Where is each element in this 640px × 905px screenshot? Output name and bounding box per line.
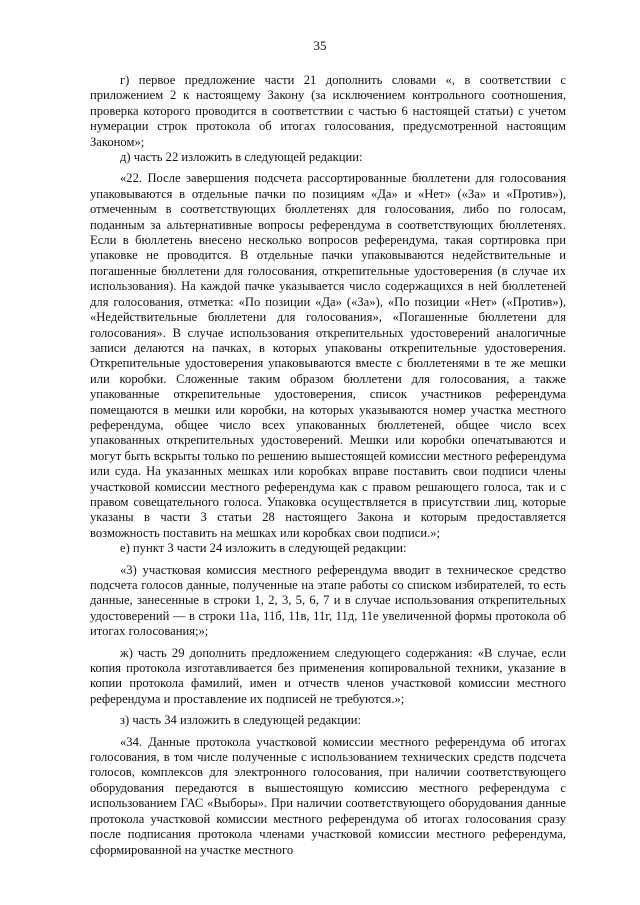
paragraph-amendment-g: г) первое предложение части 21 дополнить словами «, в соответствии с приложением 2 к настоящему Закону (за исключением контрольного соотношения, проверка которого проводится в соответствии с частью 6 настоящей статьи) с учетом нумерации строк протокола об итогах голосования, предусмотренной настоящим Законом»; bbox=[90, 73, 566, 149]
paragraph-part-34-text: «34. Данные протокола участковой комиссии местного референдума об итогах голосования, в том числе полученные с использованием технических средств подсчета голосов, комплексов для электронного голосования, при наличии соответствующего оборудования передаются в вышестоящую комиссию местного референдума с использованием ГАС «Выборы». При наличии соответствующего оборудования данные протокола участковой комиссии местного референдума об итогах голосования сразу после подписания протокола членами участковой комиссии местного референдума, сформированной на участке местного bbox=[90, 734, 566, 857]
paragraph-part-22-text: «22. После завершения подсчета рассортированные бюллетени для голосования упаковываются в отдельные пачки по позициям «Да» и «Нет» («За» и «Против»), отмеченным в соответствующих бюллетенях для голосования, либо по голосам, поданным за альтернативные вопросы референдума в соответствующих бюллетенях. Если в бюллетень внесено несколько вопросов референдума, такая сортировка при упаковке не проводится. В отдельные пачки упаковываются недействительные и погашенные бюллетени для голосования, открепительные удостоверения (в случае их использования). На каждой пачке указывается число содержащихся в ней бюллетеней для голосования, отметка: «По позиции «Да» («За»), «По позиции «Нет» («Против»), «Недействительные бюллетени для голосования», «Погашенные бюллетени для голосования». В случае использования открепительных удостоверений аналогичные записи делаются на пачках, в которых упакованы открепительные удостоверения. Открепительные удостоверения упаковываются вместе с бюллетенями в те же мешки или коробки. Сложенные таким образом бюллетени для голосования, а также упакованные открепительные удостоверения, список участников референдума помещаются в мешки или коробки, на которых указываются номер участка местного референдума, общее число всех упакованных бюллетеней, общее число всех упакованных открепительных удостоверений. Мешки или коробки опечатываются и могут быть вскрыты только по решению вышестоящей комиссии местного референдума или суда. На указанных мешках или коробках вправе поставить свои подписи члены участковой комиссии местного референдума как с правом решающего голоса, так и с правом совещательного голоса. Упаковка осуществляется в присутствии лиц, которые указаны в части 3 статьи 28 настоящего Закона и которым предоставляется возможность поставить на мешках или коробках свои подписи.»; bbox=[90, 171, 566, 540]
paragraph-amendment-e: е) пункт 3 части 24 изложить в следующей редакции: bbox=[120, 541, 407, 556]
paragraph-amendment-z: з) часть 34 изложить в следующей редакции: bbox=[120, 713, 362, 728]
paragraph-item-3-text: «3) участковая комиссия местного референдума вводит в техническое средство подсчета голосов данные, полученные на этапе работы со списком избирателей, то есть данные, занесенные в строки 1, 2, 3, 5, 6, 7 и в случае использования открепительных удостоверений — в строки 11а, 11б, 11в, 11г, 11д, 11е увеличенной формы протокола об итогах голосования;»; bbox=[90, 562, 566, 639]
paragraph-amendment-zh: ж) часть 29 дополнить предложением следующего содержания: «В случае, если копия протокола изготавливается без применения копировальной техники, указание в копии протокола фамилий, имен и отчеств членов участковой комиссии местного референдума и проставление их подписей не требуются.»; bbox=[90, 645, 566, 706]
page-number: 35 bbox=[313, 38, 327, 53]
document-body bbox=[90, 73, 566, 858]
paragraph-amendment-d: д) часть 22 изложить в следующей редакции: bbox=[120, 150, 363, 165]
